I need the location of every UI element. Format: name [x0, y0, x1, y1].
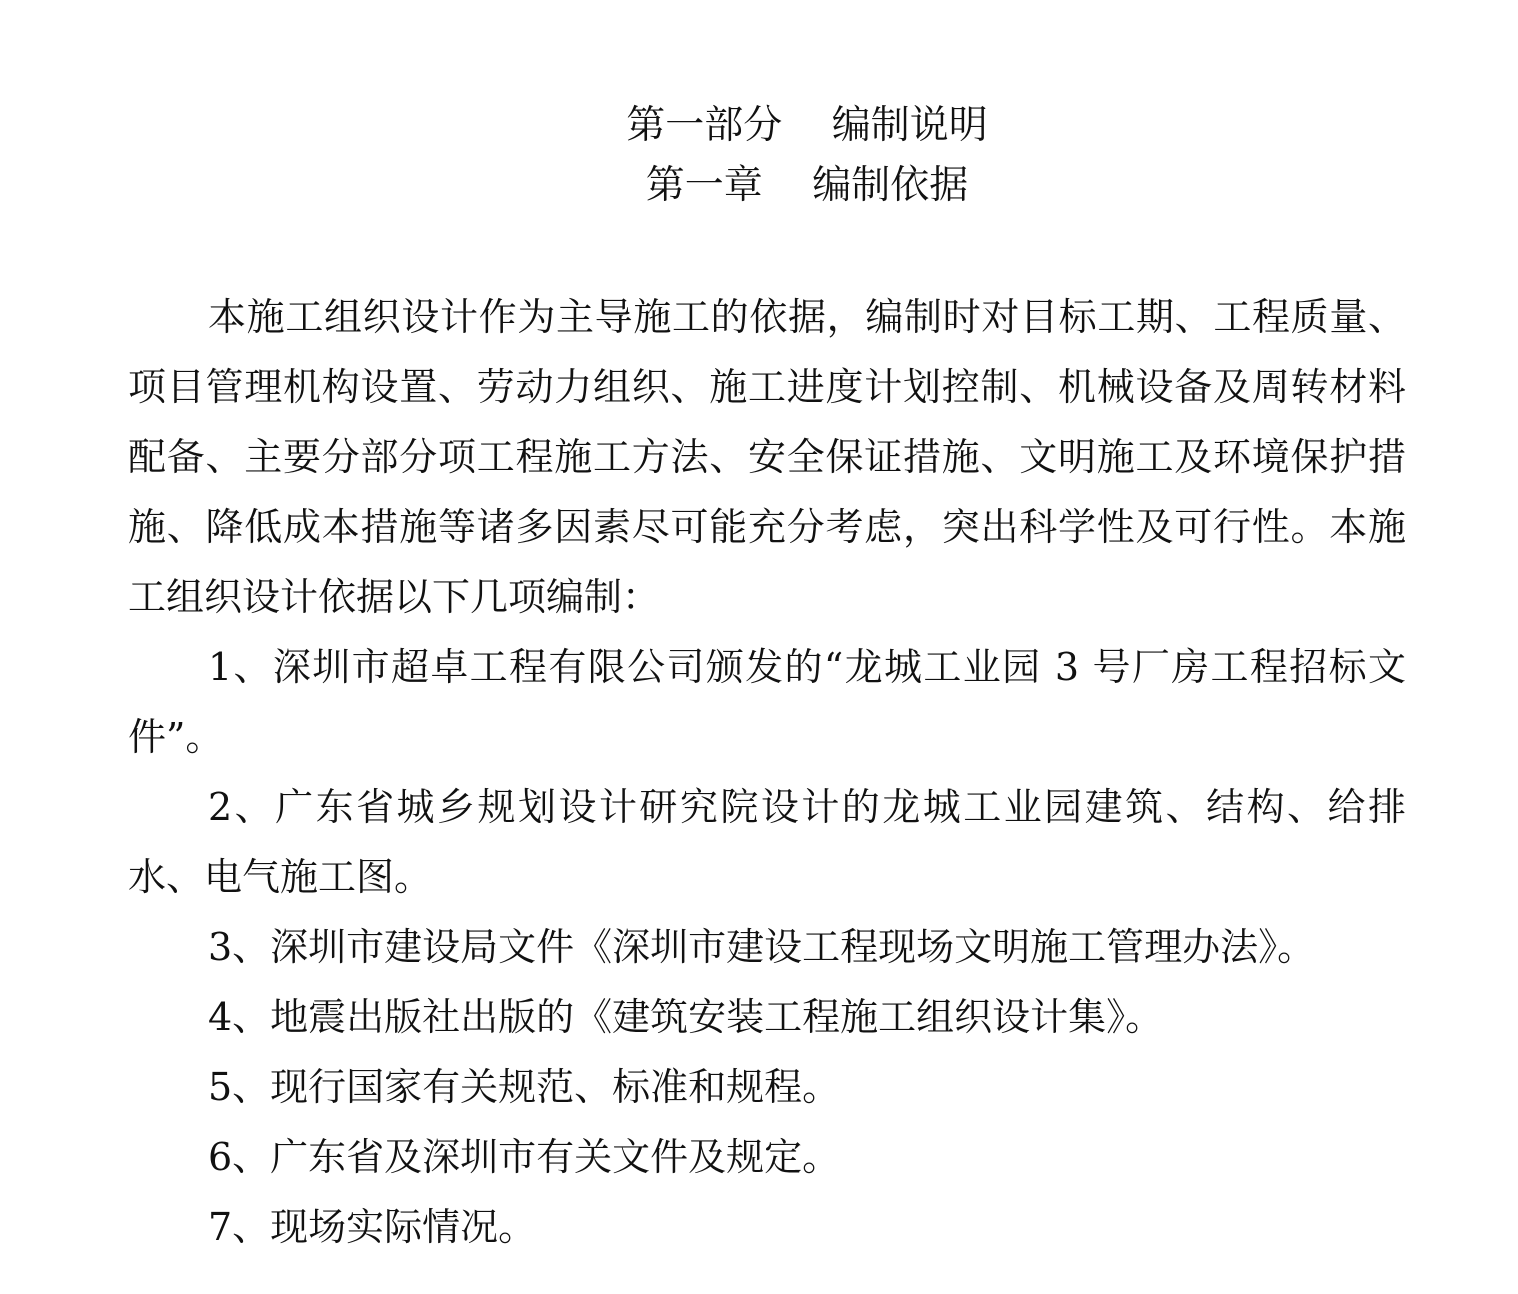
chapter-title: 第一章 编制依据: [645, 163, 969, 208]
basis-item: 3、深圳市建设局文件《深圳市建设工程现场文明施工管理办法》。: [208, 925, 1316, 969]
intro-paragraph: 本施工组织设计作为主导施工的依据，编制时对目标工期、工程质量、项目管理机构设置、劳动力组织、施工进度计划控制、机械设备及周转材料配备、主要分部分项工程施工方法、安全保证措施、文明施工及环境保护措施、降低成本措施等诸多因素尽可能充分考虑，突出科学性及可行性。本施工组织设计依据以下几项编制：: [128, 295, 1406, 619]
basis-item: 6、广东省及深圳市有关文件及规定。: [208, 1135, 841, 1179]
basis-item: 5、现行国家有关规范、标准和规程。: [208, 1065, 841, 1109]
part-title: 第一部分 编制说明: [626, 103, 988, 148]
basis-item: 2、广东省城乡规划设计研究院设计的龙城工业园建筑、结构、给排水、电气施工图。: [128, 785, 1406, 899]
document-body: [128, 282, 1406, 1262]
basis-item: 7、现场实际情况。: [208, 1205, 537, 1249]
basis-item: 1、深圳市超卓工程有限公司颁发的“龙城工业园 3 号厂房工程招标文件”。: [128, 645, 1406, 759]
basis-item: 4、地震出版社出版的《建筑安装工程施工组织设计集》。: [208, 995, 1164, 1039]
